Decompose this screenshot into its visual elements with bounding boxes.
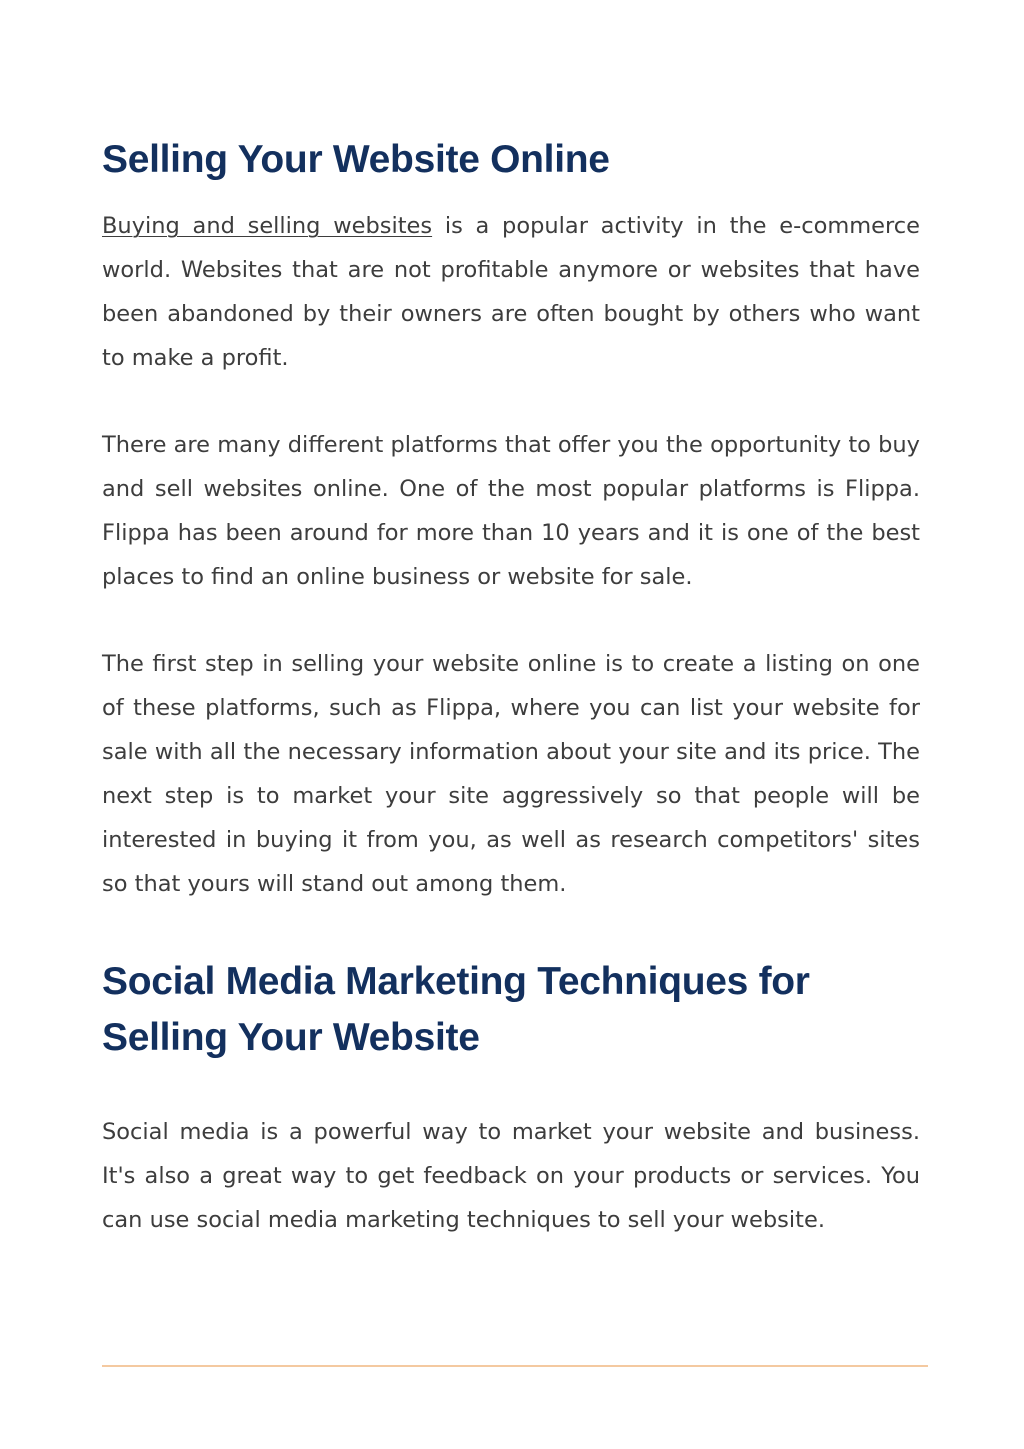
paragraph-buying-selling xyxy=(102,204,920,380)
paragraph-social-media: Social media is a powerful way to market your website and business. It's also a great way to get feedback on your products or services. You can use social media marketing techniques to sell your website. xyxy=(102,1119,920,1233)
section-heading-social-media: Social Media Marketing Techniques for Selling Your Website xyxy=(102,960,810,1059)
paragraph-first-step: The first step in selling your website online is to create a listing on one of these platforms, such as Flippa, where you can list your website for sale with all the necessary information about your site and its price. The next step is to market your site aggressively so that people will be interested in buying it from you, as well as research competitors' sites so that yours will stand out among them. xyxy=(102,651,920,897)
paragraph-platforms: There are many different platforms that offer you the opportunity to buy and sell websites online. One of the most popular platforms is Flippa. Flippa has been around for more than 10 years and it is one of the best places to find an online business or website for sale. xyxy=(102,432,920,590)
section-heading-selling-website: Selling Your Website Online xyxy=(102,138,610,181)
paragraph-text: is a popular activity in the e-commerce world. Websites that are not profitable anymore or websites that have been abandoned by their owners are often bought by others who want to make a profit. xyxy=(102,213,920,371)
footer-divider xyxy=(102,1365,928,1367)
buying-selling-websites-link[interactable]: Buying and selling websites xyxy=(102,213,433,239)
